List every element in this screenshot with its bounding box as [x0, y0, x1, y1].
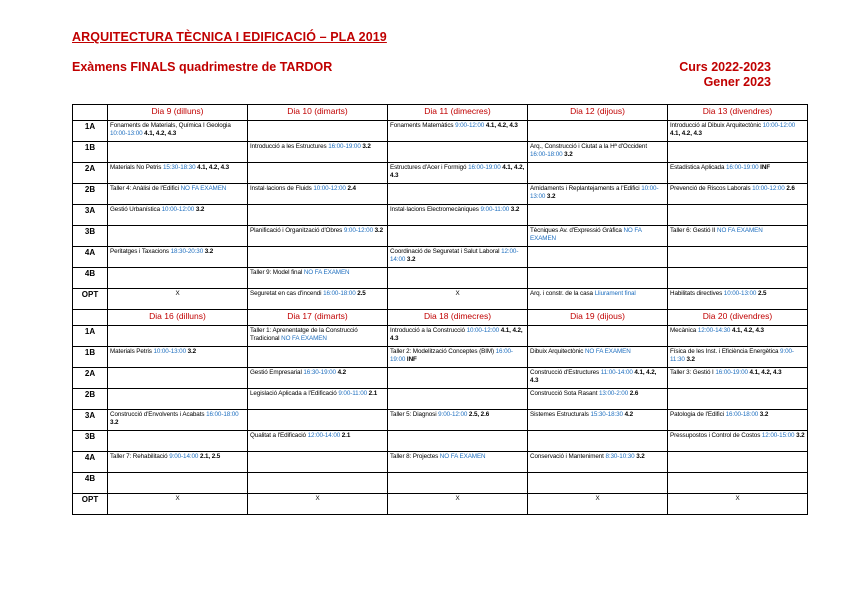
exam-cell — [108, 452, 248, 473]
group-label: 4A — [73, 247, 108, 268]
exam-subject: Arq. i constr. de la casa — [530, 290, 595, 297]
day-header-row — [73, 105, 808, 121]
exam-time: 12:00-14:30 — [697, 327, 731, 334]
exam-time: 9:00-12:00 — [343, 227, 373, 234]
exam-time: 9:00-11:30 — [670, 348, 794, 363]
exam-cell — [528, 184, 668, 205]
exam-room: 4.1, 4.2, 4.3 — [195, 164, 230, 171]
day-header: Dia 18 (dimecres) — [388, 310, 528, 326]
exam-room: 2.1, 2.5 — [198, 453, 221, 460]
exam-cell — [248, 431, 388, 452]
exam-subject: Introducció a les Estructures — [250, 143, 329, 150]
table-row — [73, 226, 808, 247]
exam-cell — [668, 226, 808, 247]
exam-cell — [528, 368, 668, 389]
exam-cell — [248, 389, 388, 410]
exam-time: 10:00-12:00 — [752, 185, 785, 192]
table-row — [73, 326, 808, 347]
exam-cell — [248, 163, 388, 184]
exam-time: 15:30-18:30 — [162, 164, 196, 171]
exam-room: 2.5, 2.6 — [467, 411, 490, 418]
exam-subject: Taller 7: Rehabilitació — [110, 453, 170, 460]
exam-room: 3.2 — [509, 206, 520, 213]
no-exam-mark: X — [248, 494, 388, 515]
group-label: 1B — [73, 347, 108, 368]
exam-cell — [248, 247, 388, 268]
exam-time: 9:00-11:00 — [480, 206, 510, 213]
exam-subject: Conservació i Manteniment — [530, 453, 606, 460]
day-header: Dia 12 (dijous) — [528, 105, 668, 121]
exam-room: 4.2 — [622, 411, 634, 418]
exam-time: 13:00-2:00 — [599, 390, 629, 397]
exam-cell — [108, 410, 248, 431]
exam-subject: Fonaments Matemàtics — [390, 122, 456, 129]
exam-room: 2.1 — [340, 432, 351, 439]
header-corner — [73, 105, 108, 121]
exam-subject: Taller 5: Diagnosi — [390, 411, 439, 418]
exam-room: INF — [758, 164, 771, 171]
exam-room: 3.2 — [372, 227, 384, 234]
exam-cell — [248, 121, 388, 142]
group-label: 1B — [73, 142, 108, 163]
exam-note: NO FA EXAMEN — [439, 453, 486, 460]
exam-cell — [388, 121, 528, 142]
exam-cell — [668, 289, 808, 310]
exam-cell — [108, 347, 248, 368]
exam-room: 2.5 — [355, 290, 366, 297]
exam-time: 16:00-18:00 — [206, 411, 239, 418]
exam-cell — [248, 368, 388, 389]
exam-cell — [108, 247, 248, 268]
table-row — [73, 247, 808, 268]
exam-time: 10:00-12:00 — [466, 327, 500, 334]
no-exam-mark: X — [108, 289, 248, 310]
exam-subject: Estructures d'Acer i Formigó — [390, 164, 469, 171]
exam-cell — [248, 326, 388, 347]
exam-note: NO FA EXAMEN — [584, 348, 631, 355]
exam-time: 10:00-12:00 — [313, 185, 346, 192]
exam-time: 10:00-13:00 — [723, 290, 757, 297]
exam-time: 9:00-12:00 — [438, 411, 468, 418]
exam-cell — [668, 121, 808, 142]
exam-time: 10:00-12:00 — [762, 122, 796, 129]
exam-cell — [528, 247, 668, 268]
exam-cell — [668, 163, 808, 184]
exam-cell — [248, 268, 388, 289]
table-row — [73, 142, 808, 163]
group-label: 3A — [73, 410, 108, 431]
exam-time: 12:00-14:00 — [390, 248, 519, 263]
exam-subject: Taller 6: Gestió II — [670, 227, 717, 234]
exam-room: 3.2 — [110, 419, 119, 426]
table-row — [73, 452, 808, 473]
day-header: Dia 16 (dilluns) — [108, 310, 248, 326]
group-label: OPT — [73, 494, 108, 515]
no-exam-mark: X — [388, 289, 528, 310]
exam-time: 9:00-11:00 — [338, 390, 368, 397]
exam-cell — [668, 247, 808, 268]
exam-cell — [388, 142, 528, 163]
day-header: Dia 19 (dijous) — [528, 310, 668, 326]
exam-cell — [528, 431, 668, 452]
exam-cell — [248, 226, 388, 247]
exam-cell — [388, 226, 528, 247]
table-row — [73, 205, 808, 226]
exam-subject: Mecànica — [670, 327, 698, 334]
group-label: 1A — [73, 326, 108, 347]
exam-time: 16:00-18:00 — [323, 290, 356, 297]
exam-cell — [668, 205, 808, 226]
exam-time: 12:00-14:00 — [307, 432, 341, 439]
exam-subject: Introducció a la Construcció — [390, 327, 467, 334]
exam-time: 15:30-18:30 — [590, 411, 623, 418]
exam-subject: Taller 8: Projectes — [390, 453, 440, 460]
exam-subject: Física de les Inst. i Eficiència Energètica — [670, 348, 781, 355]
exam-cell — [668, 347, 808, 368]
day-header: Dia 17 (dimarts) — [248, 310, 388, 326]
day-header: Dia 13 (divendres) — [668, 105, 808, 121]
exam-cell — [668, 184, 808, 205]
exam-cell — [388, 247, 528, 268]
no-exam-mark: X — [108, 494, 248, 515]
group-label: 4B — [73, 268, 108, 289]
table-row — [73, 494, 808, 515]
exam-room: 4.1, 4.2, 4.3 — [747, 369, 782, 376]
exam-time: 9:00-12:00 — [455, 122, 485, 129]
exam-room: 3.2 — [758, 411, 769, 418]
exam-subject: Instal·lacions de Fluids — [250, 185, 314, 192]
table-row — [73, 289, 808, 310]
exam-time: 10:00-12:00 — [161, 206, 195, 213]
exam-subject: Taller 4: Anàlisi de l'Edifici — [110, 185, 181, 192]
exam-room: 2.6 — [628, 390, 639, 397]
exam-subject: Estadística Aplicada — [670, 164, 727, 171]
exam-cell — [668, 410, 808, 431]
course-month: Gener 2023 — [703, 75, 771, 89]
exam-room: 4.1, 4.2, 4.3 — [530, 369, 657, 384]
exam-cell — [668, 452, 808, 473]
exam-subject: Introducció al Dibuix Arquitectònic — [670, 122, 763, 129]
exam-subject: Planificació i Organització d'Obres — [250, 227, 344, 234]
exam-room: 2.5 — [756, 290, 767, 297]
exam-cell — [388, 326, 528, 347]
exam-cell — [388, 452, 528, 473]
exam-cell — [248, 142, 388, 163]
group-label: 3B — [73, 226, 108, 247]
exam-cell — [388, 473, 528, 494]
exam-cell — [108, 205, 248, 226]
exam-room: INF — [405, 356, 417, 363]
exam-note: NO FA EXAMEN — [180, 185, 227, 192]
header-corner — [73, 310, 108, 326]
exam-cell — [528, 389, 668, 410]
exam-cell — [528, 142, 668, 163]
no-exam-mark: X — [528, 494, 668, 515]
exam-subject: Pressupostos i Control de Costos — [670, 432, 762, 439]
exam-cell — [388, 431, 528, 452]
exam-cell — [248, 184, 388, 205]
exam-cell — [108, 389, 248, 410]
exam-subject: Construcció Sota Rasant — [530, 390, 599, 397]
exam-cell — [248, 347, 388, 368]
course-year: Curs 2022-2023 — [679, 60, 771, 74]
exam-cell — [668, 473, 808, 494]
group-label: 2B — [73, 389, 108, 410]
exam-subject: Taller 9: Model final — [250, 269, 304, 276]
exam-subject: Sistemes Estructurals — [530, 411, 591, 418]
exam-time: 16:30-19:00 — [303, 369, 336, 376]
exam-room: 3.2 — [794, 432, 805, 439]
exam-subject: Fonaments de Materials, Química I Geologia — [110, 122, 231, 129]
exam-room: 2.1 — [367, 390, 378, 397]
exam-room: 4.1, 4.2, 4.3 — [670, 130, 702, 137]
exam-time: 18:30-20:30 — [170, 248, 204, 255]
exam-note: NO FA EXAMEN — [530, 227, 642, 242]
table-row — [73, 368, 808, 389]
exam-cell — [248, 473, 388, 494]
exam-cell — [108, 473, 248, 494]
exam-room: 3.2 — [545, 193, 556, 200]
exam-subject: Gestió Urbanística — [110, 206, 162, 213]
exam-cell — [108, 326, 248, 347]
exam-cell — [388, 347, 528, 368]
table-row — [73, 268, 808, 289]
exam-room: 3.2 — [185, 348, 197, 355]
exam-subject: Seguretat en cas d'incendi — [250, 290, 324, 297]
exam-time: 16:00-19:00 — [328, 143, 361, 150]
exam-time: 16:00-19:00 — [726, 164, 759, 171]
exam-cell — [108, 268, 248, 289]
exam-time: 12:00-15:00 — [761, 432, 795, 439]
exam-cell — [248, 205, 388, 226]
exam-cell — [668, 326, 808, 347]
exam-room: 2.6 — [784, 185, 795, 192]
exam-cell — [388, 268, 528, 289]
exam-cell — [528, 473, 668, 494]
day-header: Dia 10 (dimarts) — [248, 105, 388, 121]
exam-subject: Patologia de l'Edifici — [670, 411, 726, 418]
table-row — [73, 163, 808, 184]
exam-schedule-table — [72, 104, 808, 515]
exam-note: Lliurament final — [594, 290, 636, 297]
exam-cell — [388, 205, 528, 226]
exam-room: 3.2 — [203, 248, 214, 255]
exam-note: NO FA EXAMEN — [281, 335, 327, 342]
exam-subject: Qualitat a l'Edificació — [250, 432, 308, 439]
exam-subject: Coordinació de Seguretat i Salut Laboral — [390, 248, 502, 255]
exam-time: 11:00-14:00 — [600, 369, 633, 376]
group-label: 1A — [73, 121, 108, 142]
exam-cell — [668, 268, 808, 289]
exam-room: 3.2 — [405, 256, 416, 263]
exam-room: 3.2 — [360, 143, 371, 150]
exam-cell — [528, 410, 668, 431]
exam-subject: Taller 2: Modelització Conceptes (BIM) — [390, 348, 496, 355]
exam-cell — [528, 163, 668, 184]
day-header: Dia 11 (dimecres) — [388, 105, 528, 121]
exam-cell — [248, 410, 388, 431]
exam-cell — [528, 268, 668, 289]
exam-time: 16:00-19:00 — [390, 348, 513, 363]
exam-subtitle: Exàmens FINALS quadrimestre de TARDOR — [72, 60, 333, 74]
exam-cell — [668, 142, 808, 163]
exam-time: 16:00-19:00 — [715, 369, 748, 376]
exam-subject: Dibuix Arquitectònic — [530, 348, 585, 355]
table-row — [73, 473, 808, 494]
exam-cell — [388, 368, 528, 389]
exam-cell — [668, 368, 808, 389]
day-header: Dia 20 (divendres) — [668, 310, 808, 326]
exam-room: 4.1, 4.2, 4.3 — [484, 122, 518, 129]
group-label: 4B — [73, 473, 108, 494]
exam-subject: Materials Petris — [110, 348, 154, 355]
group-label: OPT — [73, 289, 108, 310]
exam-cell — [108, 184, 248, 205]
exam-time: 16:00-19:00 — [468, 164, 501, 171]
day-header-row — [73, 310, 808, 326]
no-exam-mark: X — [388, 494, 528, 515]
no-exam-mark: X — [668, 494, 808, 515]
group-label: 2A — [73, 368, 108, 389]
exam-time: 10:00-13:00 — [153, 348, 186, 355]
course-period — [679, 60, 771, 90]
exam-cell — [248, 289, 388, 310]
exam-subject: Amidaments i Replantejaments a l'Edifici — [530, 185, 642, 192]
exam-subject: Legislació Aplicada a l'Edificació — [250, 390, 339, 397]
exam-room: 3.2 — [684, 356, 695, 363]
exam-cell — [108, 163, 248, 184]
exam-cell — [528, 226, 668, 247]
exam-cell — [528, 452, 668, 473]
exam-cell — [108, 368, 248, 389]
exam-subject: Gestió Empresarial — [250, 369, 304, 376]
exam-subject: Prevenció de Riscos Laborals — [670, 185, 753, 192]
table-row — [73, 389, 808, 410]
exam-cell — [528, 326, 668, 347]
exam-room: 2.4 — [345, 185, 356, 192]
exam-subject: Taller 3: Gestió I — [670, 369, 716, 376]
exam-note: NO FA EXAMEN — [717, 227, 763, 234]
exam-cell — [388, 410, 528, 431]
exam-room: 4.2 — [335, 369, 347, 376]
day-header: Dia 9 (dilluns) — [108, 105, 248, 121]
exam-room: 4.1, 4.2, 4.3 — [142, 130, 177, 137]
table-row — [73, 121, 808, 142]
exam-cell — [388, 184, 528, 205]
exam-subject: Taller 1: Aprenentatge de la Construcció Tradicional — [250, 327, 358, 342]
exam-cell — [108, 431, 248, 452]
exam-note: NO FA EXAMEN — [303, 269, 350, 276]
page-title: ARQUITECTURA TÈCNICA I EDIFICACIÓ – PLA 2019 — [72, 30, 387, 44]
exam-room: 3.2 — [194, 206, 205, 213]
exam-cell — [528, 289, 668, 310]
exam-cell — [528, 121, 668, 142]
table-row — [73, 347, 808, 368]
exam-cell — [248, 452, 388, 473]
exam-room: 4.1, 4.2, 4.3 — [390, 327, 523, 342]
exam-cell — [528, 205, 668, 226]
exam-subject: Arq., Construcció i Ciutat a la Hª d'Occident — [530, 143, 647, 150]
exam-cell — [388, 163, 528, 184]
exam-time: 16:00-18:00 — [530, 151, 563, 158]
table-row — [73, 410, 808, 431]
exam-cell — [668, 389, 808, 410]
exam-time: 10:00-13:00 — [530, 185, 659, 200]
exam-cell — [388, 389, 528, 410]
exam-cell — [108, 121, 248, 142]
exam-subject: Instal·lacions Electromecàniques — [390, 206, 481, 213]
exam-cell — [108, 226, 248, 247]
exam-cell — [108, 142, 248, 163]
group-label: 3B — [73, 431, 108, 452]
exam-time: 10:00-13:00 — [110, 130, 143, 137]
group-label: 4A — [73, 452, 108, 473]
exam-subject: Construcció d'Envolvents i Acabats — [110, 411, 207, 418]
group-label: 2A — [73, 163, 108, 184]
exam-room: 3.2 — [634, 453, 645, 460]
table-row — [73, 184, 808, 205]
exam-time: 8:30-10:30 — [605, 453, 635, 460]
exam-time: 16:00-18:00 — [725, 411, 759, 418]
exam-time: 9:00-14:00 — [169, 453, 199, 460]
table-row — [73, 431, 808, 452]
exam-subject: Peritatges i Taxacions — [110, 248, 171, 255]
exam-subject: Habilitats directives — [670, 290, 724, 297]
group-label: 3A — [73, 205, 108, 226]
exam-subject: Tècniques Av. d'Expressió Gràfica — [530, 227, 624, 234]
exam-cell — [528, 347, 668, 368]
exam-cell — [668, 431, 808, 452]
exam-room: 4.1, 4.2, 4.3 — [390, 164, 525, 179]
exam-room: 3.2 — [562, 151, 573, 158]
exam-room: 4.1, 4.2, 4.3 — [730, 327, 764, 334]
exam-subject: Construcció d'Estructures — [530, 369, 601, 376]
exam-subject: Materials No Petris — [110, 164, 163, 171]
group-label: 2B — [73, 184, 108, 205]
